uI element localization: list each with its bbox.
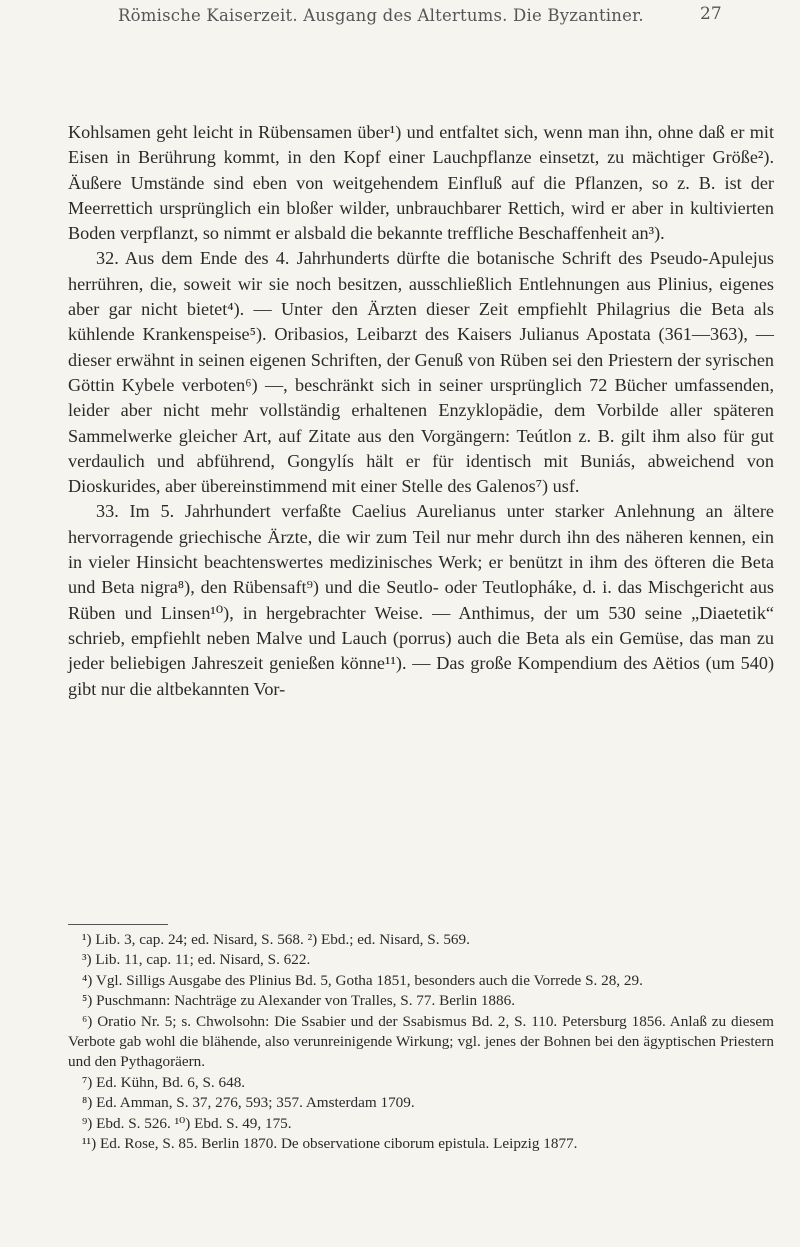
paragraph-1: Kohlsamen geht leicht in Rübensamen über¹) und entfaltet sich, wenn man ihn, ohne daß er mit Eisen in Berührung kommt, in den Kopf einer Lauchpflanze einsetzt, zu mächtiger Größe²). Äußere Umstände sind eben von weitgehendem Einfluß auf die Pflanzen, so z. B. ist der Meerrettich ursprünglich ein bloßer wilder, unbrauchbarer Rettich, wird er aber in kultivierten Boden verpflanzt, so nimmt er alsbald die bekannte treffliche Beschaffenheit an³). <box>68 122 774 244</box>
footnote: ⁸) Ed. Amman, S. 37, 276, 593; 357. Amsterdam 1709. <box>82 1094 415 1112</box>
paragraph-33: 33. Im 5. Jahrhundert verfaßte Caelius Aurelianus unter starker Anlehnung an ältere hervorragende griechische Ärzte, die wir zum Teil nur mehr durch ihn des näheren kennen, ein in vieler Hinsicht beachtenswertes medizinisches Werk; er benützt in ihm des öfteren die Beta und Beta nigra⁸), den Rübensaft⁹) und die Seutlo- oder Teutlopháke, d. i. das Mischgericht aus Rüben und Linsen¹⁰), in hergebrachter Weise. — Anthimus, der um 530 seine „Diaetetik“ schrieb, empfiehlt neben Malve und Lauch (porrus) auch die Beta als ein Gemüse, das man zu jeder beliebigen Jahreszeit genießen könne¹¹). — Das große Kompendium des Aëtios (um 540) gibt nur die altbekannten Vor- <box>68 501 774 699</box>
page-number: 27 <box>700 4 722 24</box>
main-text <box>68 120 774 702</box>
footnote: ⁹) Ebd. S. 526. ¹⁰) Ebd. S. 49, 175. <box>82 1114 292 1132</box>
footnote: ³) Lib. 11, cap. 11; ed. Nisard, S. 622. <box>82 951 311 969</box>
footnote: ⁷) Ed. Kühn, Bd. 6, S. 648. <box>82 1073 246 1091</box>
paragraph-32: 32. Aus dem Ende des 4. Jahrhunderts dürfte die botanische Schrift des Pseudo-Apulejus herrühren, die, soweit wir sie noch besitzen, ausschließlich Entlehnungen aus Plinius, eigenes aber gar nicht bietet⁴). — Unter den Ärzten dieser Zeit empfiehlt Philagrius die Beta als kühlende Krankenspeise⁵). Oribasios, Leibarzt des Kaisers Julianus Apostata (361—363), — dieser erwähnt in seinen eigenen Schriften, der Genuß von Rüben sei den Priestern der syrischen Göttin Kybele verboten⁶) —, beschränkt sich in seiner ursprünglich 72 Bücher umfassenden, leider aber nicht mehr vollständig erhaltenen Enzyklopädie, dem Vorbilde aller späteren Sammelwerke gleicher Art, auf Zitate aus den Vorgängern: Teútlon z. B. gilt ihm also für gut verdaulich und abführend, Gongylís hält er für identisch mit Buniás, abweichend von Dioskurides, aber übereinstimmend mit einer Stelle des Galenos⁷) usf. <box>68 248 774 497</box>
running-header: Römische Kaiserzeit. Ausgang des Altertums. Die Byzantiner. <box>118 6 644 25</box>
footnote: ¹¹) Ed. Rose, S. 85. Berlin 1870. De observatione ciborum epistula. Leipzig 1877. <box>82 1135 578 1153</box>
footnote-divider <box>68 924 168 925</box>
footnote: ⁴) Vgl. Silligs Ausgabe des Plinius Bd. 5, Gotha 1851, besonders auch die Vorrede S. 28, 29. <box>82 971 643 989</box>
footnote: ¹) Lib. 3, cap. 24; ed. Nisard, S. 568. ²) Ebd.; ed. Nisard, S. 569. <box>82 931 470 948</box>
footnotes <box>68 930 774 1154</box>
footnote: ⁵) Puschmann: Nachträge zu Alexander von Tralles, S. 77. Berlin 1886. <box>82 992 516 1010</box>
footnote: ⁶) Oratio Nr. 5; s. Chwolsohn: Die Ssabier und der Ssabismus Bd. 2, S. 110. Petersburg 1856. Anlaß zu diesem Verbote gab wohl die blähende, also verunreinigende Wirkung; vgl. jenes der Bohnen bei den ägyptischen Priestern und den Pythagoräern. <box>68 1012 774 1071</box>
